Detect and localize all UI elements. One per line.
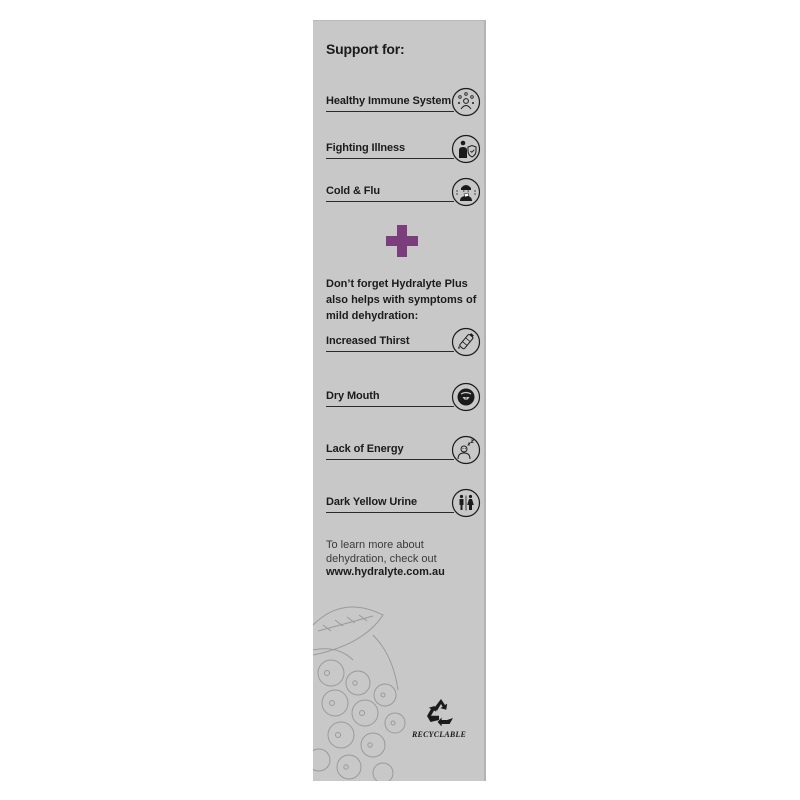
divider xyxy=(326,351,454,352)
divider xyxy=(326,158,454,159)
divider xyxy=(326,459,454,460)
symptom-item-lack-energy xyxy=(326,435,481,469)
symptom-item-label: Increased Thirst xyxy=(326,335,410,347)
berry-illustration xyxy=(313,595,423,781)
support-item-immune xyxy=(326,87,481,121)
symptom-item-dry-mouth xyxy=(326,382,481,416)
support-item-label: Healthy Immune System xyxy=(326,95,452,107)
symptom-item-label: Lack of Energy xyxy=(326,443,404,455)
symptom-item-urine xyxy=(326,488,481,522)
plus-icon xyxy=(384,223,420,259)
recycle-icon xyxy=(426,696,456,726)
tongue-mouth-icon xyxy=(451,382,481,412)
person-shield-icon xyxy=(451,134,481,164)
support-item-label: Cold & Flu xyxy=(326,185,380,197)
divider xyxy=(326,111,454,112)
restroom-icon xyxy=(451,488,481,518)
tired-person-icon xyxy=(451,435,481,465)
learn-more-text: To learn more about dehydration, check out xyxy=(326,539,437,565)
sneezing-face-icon xyxy=(451,177,481,207)
immune-system-icon xyxy=(451,87,481,117)
website-link[interactable]: www.hydralyte.com.au xyxy=(326,566,445,578)
support-item-illness xyxy=(326,134,481,168)
dehydration-intro: Don’t forget Hydralyte Plus also helps with symptoms of mild dehydration: xyxy=(326,278,477,322)
symptom-item-label: Dry Mouth xyxy=(326,390,380,402)
support-heading: Support for: xyxy=(326,41,405,57)
symptom-item-label: Dark Yellow Urine xyxy=(326,496,418,508)
divider xyxy=(326,201,454,202)
support-item-label: Fighting Illness xyxy=(326,142,406,154)
package-side-panel xyxy=(313,20,486,781)
recyclable-label: RECYCLABLE xyxy=(412,730,467,739)
divider xyxy=(326,406,454,407)
support-item-cold-flu xyxy=(326,177,481,211)
symptom-item-thirst xyxy=(326,327,481,361)
divider xyxy=(326,512,454,513)
water-bottle-icon xyxy=(451,327,481,357)
